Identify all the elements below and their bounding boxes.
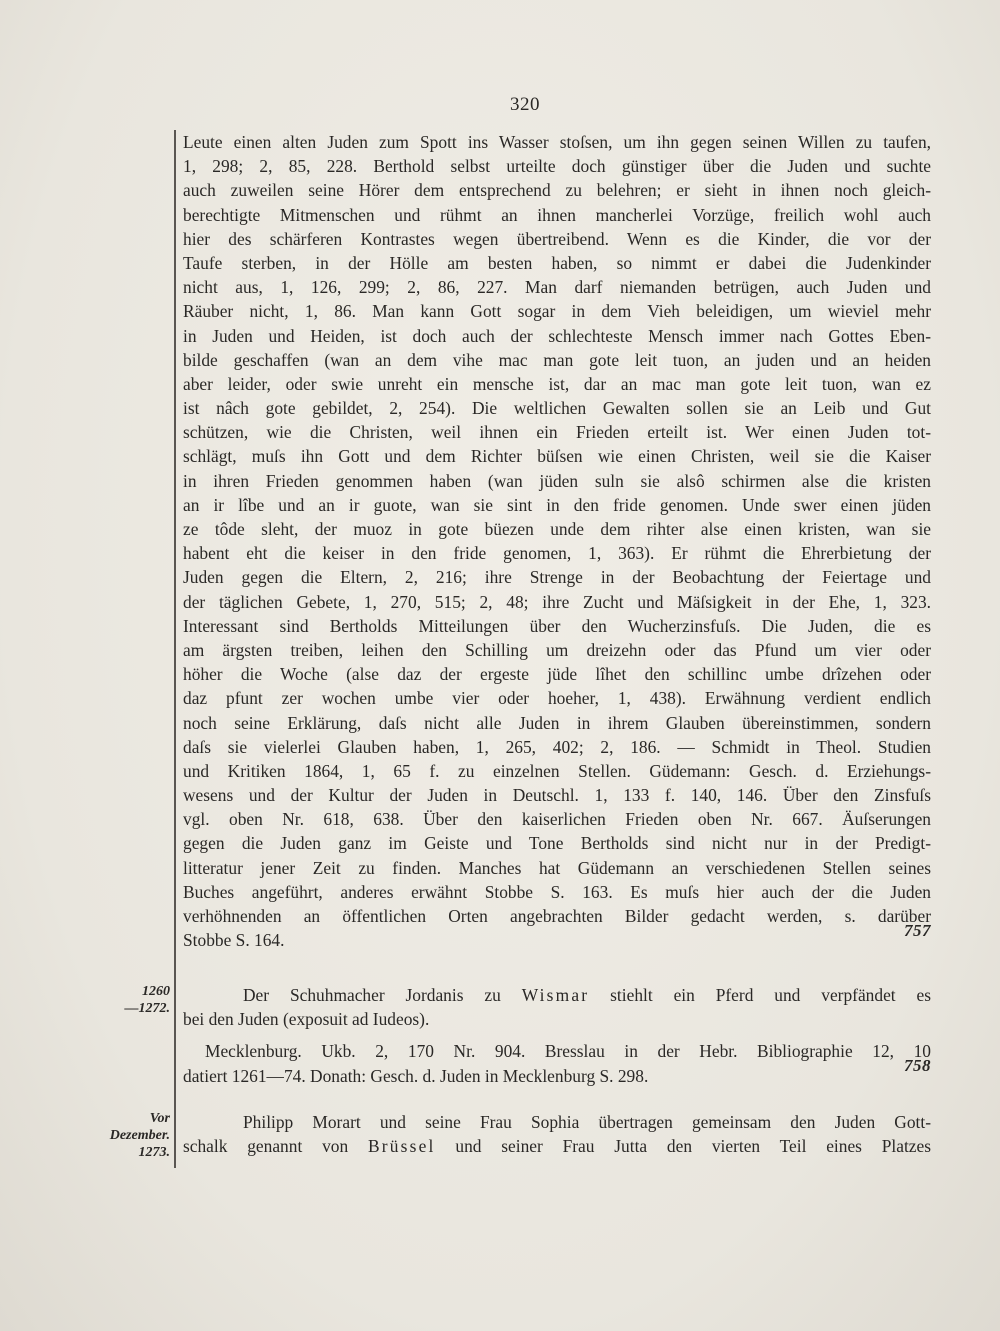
entry-758-source-2: datiert 1261—74. Donath: Gesch. d. Juden in Mecklenburg S. 298. [183, 1065, 649, 1086]
entry-757-line: Taufe sterben, in der Hölle am besten haben, so nimmt er dabei die Judenkinder [183, 252, 931, 273]
entry-758-line-2: bei den Juden (exposuit ad Iudeos). [183, 1009, 430, 1030]
entry-757-line: Räuber nicht, 1, 86. Man kann Gott sogar in dem Vieh beleidigen, um wieviel mehr [183, 301, 931, 322]
entry-757-line: Stobbe S. 164. [183, 930, 285, 951]
entry-759-date-month: Dezember. [109, 1128, 170, 1143]
entry-759-date [108, 1110, 170, 1161]
entry-757-line: in Juden und Heiden, ist doch auch der schlechteste Mensch immer nach Gottes Eben- [183, 325, 931, 346]
place-name-bruessel: Brüssel [367, 1136, 436, 1157]
entry-757-line: auch zuweilen seine Hörer dem entsprechend zu belehren; er sieht in ihnen noch gleich- [183, 180, 931, 201]
entry-757-line: Leute einen alten Juden zum Spott ins Wasser stoſsen, um ihn gegen seinen Willen zu taufen, [183, 132, 931, 152]
entry-757-line: Interessant sind Bertholds Mitteilungen über den Wucherzinsfuſs. Die Juden, die es [183, 615, 931, 636]
entry-757-line: der täglichen Gebete, 1, 270, 515; 2, 48; ihre Zucht und Mäſsigkeit in der Ehe, 1, 323. [183, 591, 931, 612]
entry-757-line: vgl. oben Nr. 618, 638. Über den kaiserlichen Frieden oben Nr. 667. Äuſserungen [183, 809, 931, 830]
entry-758-text [183, 983, 931, 1088]
entry-757-line: Juden gegen die Eltern, 2, 216; ihre Strenge in der Beobachtung der Feiertage und [183, 567, 931, 588]
entry-757-line: am ärgsten treiben, leihen den Schilling um dreizehn oder das Pfund um vier oder [183, 639, 931, 660]
place-name-wismar: Wismar [521, 985, 590, 1005]
entry-757-line: höher die Woche (alse daz der ergeste jüde lîhet den schillinc umbe drîzehen oder [183, 664, 931, 685]
entry-759-line-1: Philipp Morart und seine Frau Sophia übertragen gemeinsam den Juden Gott- [243, 1112, 931, 1132]
entry-757-line: schlägt, muſs ihn Gott und dem Richter büſsen wie einen Christen, weil sie die Kaiser [183, 446, 931, 467]
page-number: 320 [510, 94, 540, 115]
entry-758-source-1: Mecklenburg. Ukb. 2, 170 Nr. 904. Bresslau in der Hebr. Bibliographie 12, 10 [205, 1041, 931, 1062]
entry-758-date [108, 983, 170, 1017]
entry-759-line-2-post: und seiner Frau Jutta den vierten Teil eines Platzes [435, 1136, 931, 1157]
entry-757-line: daz pfunt zer wochen umbe vier oder hoeher, 1, 438). Erwähnung verdient endlich [183, 688, 931, 709]
entry-757-line: bilde geschaffen (wan an dem vihe mac man gote leit tuon, an juden und an heiden [183, 349, 931, 370]
entry-757-line: aber leider, oder swie unreht ein mensche ist, dar an mac man gote leit tuon, wan ez [183, 373, 931, 394]
entry-757-line: ist nâch gote gebildet, 2, 254). Die weltlichen Gewalten sollen sie an Leib und Gut [183, 398, 931, 419]
entry-757-line: habent eht die keiser in den fride genomen, 1, 363). Er rühmt die Ehrerbietung der [183, 543, 931, 564]
entry-758-line-1-post: stiehlt ein Pferd und verpfändet es [589, 985, 931, 1005]
entry-number-757: 757 [904, 921, 931, 940]
entry-757-line: berechtigte Mitmenschen und rühmt an ihnen mancherlei Vorzüge, freilich wohl auch [183, 204, 931, 225]
entry-758-date-end: —1272. [124, 1001, 170, 1016]
entry-758-line-1-pre: Der Schuhmacher Jordanis zu [243, 985, 522, 1005]
entry-757-line: schützen, wie die Christen, weil ihnen ein Frieden erteilt ist. Wer einen Juden tot- [183, 422, 931, 443]
entry-757-line: gegen die Juden ganz im Geiste und Tone Bertholds sind nicht nur in der Predigt- [183, 833, 931, 854]
entry-759-date-prefix: Vor [149, 1111, 170, 1126]
entry-758-line-1 [183, 983, 931, 1007]
entry-759-line-2 [183, 1134, 931, 1158]
entry-757-line: litteratur jener Zeit zu finden. Manches hat Güdemann an verschiedenen Stellen seines [183, 857, 931, 878]
entry-757-line: an ir lîbe und an ir guote, wan sie sint in den fride genomen. Unde swer einen jüden [183, 494, 931, 515]
entry-757-line: daſs sie vielerlei Glauben haben, 1, 265, 402; 2, 186. — Schmidt in Theol. Studien [183, 736, 931, 757]
entry-number-758: 758 [904, 1056, 931, 1075]
entry-757-line: 1, 298; 2, 85, 228. Berthold selbst urteilte doch günstiger über die Juden und suchte [183, 156, 931, 177]
entry-758-date-start: 1260 [142, 984, 170, 999]
entry-757-line: und Kritiken 1864, 1, 65 f. zu einzelnen Stellen. Güdemann: Gesch. d. Erziehungs- [183, 760, 931, 781]
entry-757-line: verhöhnenden an öffentlichen Orten angebrachten Bilder gedacht werden, s. darüber [183, 906, 931, 926]
entry-757-line: nicht aus, 1, 126, 299; 2, 86, 227. Man darf niemanden betrügen, auch Juden und [183, 277, 931, 298]
entry-759-line-2-pre: schalk genannt von [183, 1136, 368, 1157]
entry-759-text [183, 1110, 931, 1158]
entry-757-line: in ihren Frieden genommen haben (wan jüden suln sie alsô schirmen alse die kristen [183, 470, 931, 491]
entry-757-line: ze tôde sleht, der muoz in gote büezen unde dem rihter alse einen kristen, wan sie [183, 519, 931, 539]
entry-757-line: wesens und der Kultur der Juden in Deutschl. 1, 133 f. 140, 146. Über den Zinsfuſs [183, 785, 931, 806]
entry-757-line: Buches angeführt, anderes erwähnt Stobbe S. 163. Es muſs hier auch der die Juden [183, 881, 931, 902]
margin-rule [174, 130, 176, 1168]
entry-757-line: hier des schärferen Kontrastes wegen übertreibend. Wenn es die Kinder, die vor der [183, 228, 931, 249]
entry-757-line: noch seine Erklärung, daſs nicht alle Juden in ihrem Glauben übereinstimmen, sondern [183, 712, 931, 733]
entry-759-date-year: 1273. [138, 1145, 170, 1160]
entry-757-text [183, 130, 931, 952]
